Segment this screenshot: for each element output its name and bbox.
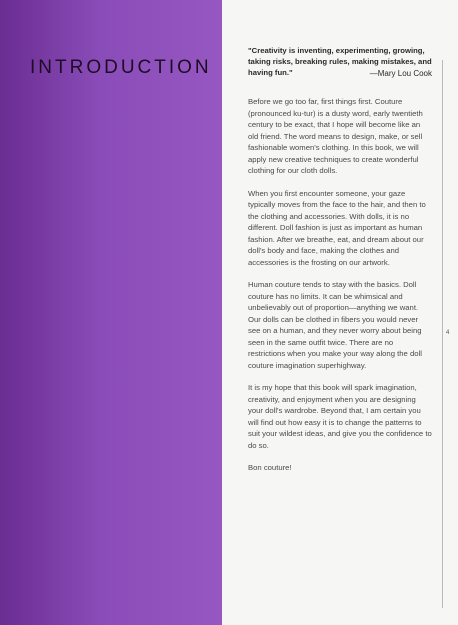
closing-line: Bon couture!	[248, 463, 292, 472]
purple-side-panel	[0, 0, 222, 625]
margin-rule	[442, 60, 443, 608]
introduction-body	[248, 96, 432, 485]
chapter-title: INTRODUCTION	[30, 56, 212, 78]
epigraph-quote	[248, 45, 432, 79]
paragraph: When you first encounter someone, your gaze typically moves from the face to the hair, and then to the clothing and accessories. With dolls, it is no different. Doll fashion is just as important as human fashion. After we breathe, eat, and dream about our doll's body and face, making the clothes and accessories is the frosting on our artwork.	[248, 188, 426, 267]
page-number: 4	[446, 330, 450, 336]
quote-author: —Mary Lou Cook	[369, 69, 432, 78]
paragraph: Before we go too far, first things first. Couture (pronounced ku-tur) is a dusty word, early twentieth century to be exact, that I hope will become like an old friend. The word means to design, make, or sell fashionable women's clothing. In this book, we will apply new creative techniques to create wonderful clothing for our cloth dolls.	[248, 97, 423, 175]
paragraph: It is my hope that this book will spark imagination, creativity, and enjoyment when you are designing your doll's wardrobe. Beyond that, I am certain you will find out how easy it is to change the patterns to suit your wildest ideas, and give you the confidence to do so.	[248, 383, 432, 450]
paragraph: Human couture tends to stay with the basics. Doll couture has no limits. It can be whimsical and unbelievably out of proportion—anything we want. Our dolls can be clothed in fibers you would never see on a human, and they never worry about being seen in the same outfit twice. There are no restrictions when you make your way along the doll couture imagination superhighway.	[248, 280, 422, 370]
quote-text: "Creativity is inventing, experimenting, growing, taking risks, breaking rules, making mistakes, and having fun."	[248, 46, 432, 77]
